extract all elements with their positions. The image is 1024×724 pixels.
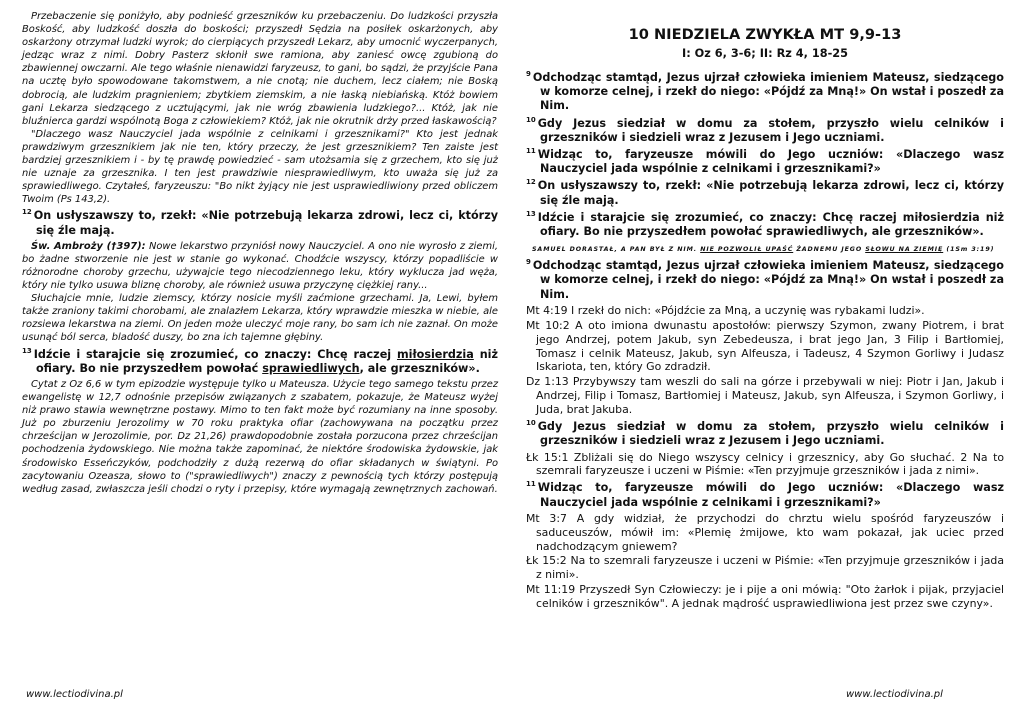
verse-13: $^{13}$ Idźcie i starajcie się zrozumieć, co znaczy: Chcę raczej miłosierdzia niż ofiary. Bo nie przyszedłem powołać sprawiedliwych, ale grzeszników». [22, 346, 498, 375]
commentary-paragraph: Cytat z Oz 6,6 w tym epizodzie występuje tylko u Mateusza. Użycie tego samego tekstu przez ewangelistę w 12,7 odnośnie przepisów związanych z szabatem, pokazuje, że Mateusz wyżej niż prawo stawia wewnętrzne postawy. Mimo to ten fakt może być rozumiany na inne sposoby. Już po zburzeniu Jerozolimy w 70 roku praktyka ofiar (zachowywana na początku przez chrześcijan w Jerozolimie, por. Dz 21,26) prawdopodobnie została porzucona przez chrześcijan pochodzenia żydowskiego. Nie można także zapominać, że niektóre środowiska żydowskie, jak środowisko Esseńczyków, podchodziły z dużą rezerwą do ofiar składanych w świątyni. Po zacytowaniu Ozeasza, słowo to ("sprawiedliwych") znaczy z pewnością tych którzy postępują według zasad, zwłaszcza jeśli chodzi o ryty i przepisy, które wymagają zewnętrznych zachowań. [22, 378, 498, 495]
verse-number: 13 [22, 346, 32, 355]
verse: $^{12}$ On usłyszawszy to, rzekł: «Nie potrzebują lekarza zdrowi, lecz ci, którzy się źle mają. [526, 178, 1004, 207]
scripture-quote-line: SAMUEL DORASTAŁ, A PAN BYŁ Z NIM. NIE POZWOLIŁ UPAŚĆ ŻADNEMU JEGO SŁOWU NA ZIEMIĘ (1Sm 3:19) [532, 246, 995, 254]
cross-reference: Dz 1:13 Przybywszy tam weszli do sali na górze i przebywali w niej: Piotr i Jan, Jakub i Andrzej, Filip i Tomasz, Bartłomiej i Mateusz, Jakub, syn Alfeusza, i Szymon Gorliwy, i Juda, brat Jakuba. [526, 375, 1004, 417]
commentary-paragraph: Przebaczenie się poniżyło, aby podnieść grzeszników ku przebaczeniu. Do ludzkości przyszła Boskość, aby ludzkość doszła do boskości; przyszedł Sędzia na posiłek oskarżonych, aby oskarżony otrzymał ludzki wyrok; do cierpiących przyszedł Lekarz, aby umocnić wyczerpanych, jedząc wraz z nimi. Dobry Pasterz skłonił swe ramiona, aby zaniesć owcę zgubioną do zbawiennej owczarni. Ale tego właśnie nienawidzi faryzeusz, to gani, bo sądzi, że przyjście Pana na ucztę było spowodowane takomstwem, a nie cnotą; nie duchem, lecz ciałem; nie Boską dobrocią, ale ludzkim pragnieniem; zbytkiem ziemskim, a nie łaską niebiańską. Któż bowiem gani Lekarza siedzącego z ucztującymi, jak nie wróg zbawienia ludzkiego?... Któż, jak nie bluźnierca gardzi wspólnotą Boga z człowiekiem? Któż, jak nie okrutnik drży przed łaskawością? [22, 11, 498, 127]
verse: $^{10}$ Gdy Jezus siedział w domu za stołem, przyszło wielu celników i grzeszników i siedzieli wraz z Jezusem i Jego uczniami. [526, 115, 1004, 144]
verse: $^{13}$ Idźcie i starajcie się zrozumieć, co znaczy: Chcę raczej miłosierdzia niż ofiary. Bo nie przyszedłem powołać sprawiedliwych, ale grzeszników». [526, 209, 1004, 239]
underlined-word: miłosierdzia [396, 347, 474, 361]
commentary-paragraph: Słuchajcie mnie, ludzie ziemscy, którzy nosicie myśli zaćmione grzechami. Ja, Lewi, byłem także zraniony takimi chorobami, ale znalazłem Lekarza, który wprawdzie mieszka w niebie, ale rozsiewa lekarstwa na ziemi. On jeden może uleczyć moje rany, bo sam ich nie zaznał. On może usunąć ból serca, bladość duszy, bo zna ich tajemne głębiny. [22, 293, 498, 344]
left-column [22, 10, 498, 496]
readings-subtitle: I: Oz 6, 3-6; II: Rz 4, 18-25 [682, 47, 848, 60]
verse: $^9$ Odchodząc stamtąd, Jezus ujrzał człowieka imieniem Mateusz, siedzącego w komorze celnej, i rzekł do niego: «Pójdź za Mną!» On wstał i poszedł za Nim. [526, 70, 1004, 113]
verse-12 [22, 209, 498, 237]
cross-reference: Mt 11:19 Przyszedł Syn Człowieczy: je i pije a oni mówią: "Oto żarłok i pijak, przyjaciel celników i grzeszników". A jednak mądrość usprawiedliwiona jest przez swe czyny». [526, 583, 1004, 611]
verse-number: 12 [22, 208, 32, 217]
verse: $^{11}$ Widząc to, faryzeusze mówili do Jego uczniów: «Dlaczego wasz Nauczyciel jada wspólnie z celnikami i grzesznikami?» [526, 147, 1004, 176]
author-name: Św. Ambroży (†397): [31, 240, 146, 252]
cross-reference: Mt 3:7 A gdy widział, że przychodzi do chrztu wielu spośród faryzeuszów i saduceuszów, mówił im: «Plemię żmijowe, kto wam pokazał, jak uciec przed nadchodzącym gniewem? [526, 511, 1004, 553]
cross-reference: Łk 15:2 Na to szemrali faryzeusze i uczeni w Piśmie: «Ten przyjmuje grzeszników i jada z nimi». [526, 554, 1004, 582]
verse-10: $^{10}$ Gdy Jezus siedział w domu za stołem, przyszło wielu celników i grzeszników i siedzieli wraz z Jezusem i Jego uczniami. [526, 419, 1004, 448]
footer-website-link-right[interactable]: www.lectiodivina.pl [846, 689, 943, 700]
verse-9: $^9$ Odchodząc stamtąd, Jezus ujrzał człowieka imieniem Mateusz, siedzącego w komorze celnej, i rzekł do niego: «Pójdź za Mną!» On wstał i poszedł za Nim. [526, 258, 1004, 301]
cross-reference: Mt 10:2 A oto imiona dwunastu apostołów: pierwszy Szymon, zwany Piotrem, i brat jego Andrzej, potem Jakub, syn Zebedeusza, i brat jego Jan, 3 Filip i Bartłomiej, Tomasz i celnik Mateusz, Jakub, syn Alfeusza, i Tadeusz, 4 Szymon Gorliwy i Judasz Iskariota, ten, który Go zdradził. [526, 318, 1004, 374]
right-column [526, 10, 1004, 612]
verse-11: $^{11}$ Widząc to, faryzeusze mówili do Jego uczniów: «Dlaczego wasz Nauczyciel jada wspólnie z celnikami i grzesznikami?» [526, 480, 1004, 509]
commentary-text: Nowe lekarstwo przyniósł nowy Nauczyciel. A ono nie wyrosło z ziemi, bo żadne stworzenie nie jest w stanie go wykonać. Chodźcie wszyscy, którzy popadliście w różnorodne choroby grzechu, używajcie tego niecodziennego leku, który wyklucza jad węża, który nie tylko usuwa bliznę choroby, ale również usuwa przyczynę ciężkiej rany... [22, 240, 498, 292]
ambrose-paragraph [22, 240, 498, 292]
gospel-verses [526, 71, 1004, 239]
cross-reference: Mt 4:19 I rzekł do nich: «Pójdźcie za Mną, a uczynię was rybakami ludzi». [526, 303, 925, 317]
cross-reference: Łk 15:1 Zbliżali się do Niego wszyscy celnicy i grzesznicy, aby Go słuchać. 2 Na to szemrali faryzeusze i uczeni w Piśmie: «Ten przyjmuje grzeszników i jada z nimi». [526, 450, 1004, 478]
footer-website-link-left[interactable]: www.lectiodivina.pl [26, 689, 123, 700]
commentary-paragraph: "Dlaczego wasz Nauczyciel jada wspólnie z celnikami i grzesznikami?" Kto jest jednak prawdziwym grzesznikiem jak nie ten, który przeczy, że jest grzesznikiem? Ten zaiste jest bardziej grzesznikiem i - by tę prawdę powiedzieć - sam utożsamia się z grzechem, kto się już nie uznaje za grzesznika. I ten jest prawdziwie niesprawiedliwym, kto uważa się już za sprawiedliwego. Czytałeś, faryzeuszu: "Bo nikt żyjący nie jest usprawiedliwiony przed obliczem Twoim (Ps 143,2). [22, 128, 498, 206]
verse-text: On usłyszawszy to, rzekł: «Nie potrzebują lekarza zdrowi, lecz ci, którzy się źle mają. [33, 209, 498, 237]
page-title: 10 NIEDZIELA ZWYKŁA MT 9,9-13 [628, 26, 902, 43]
underlined-word: sprawiedliwych [262, 361, 360, 375]
